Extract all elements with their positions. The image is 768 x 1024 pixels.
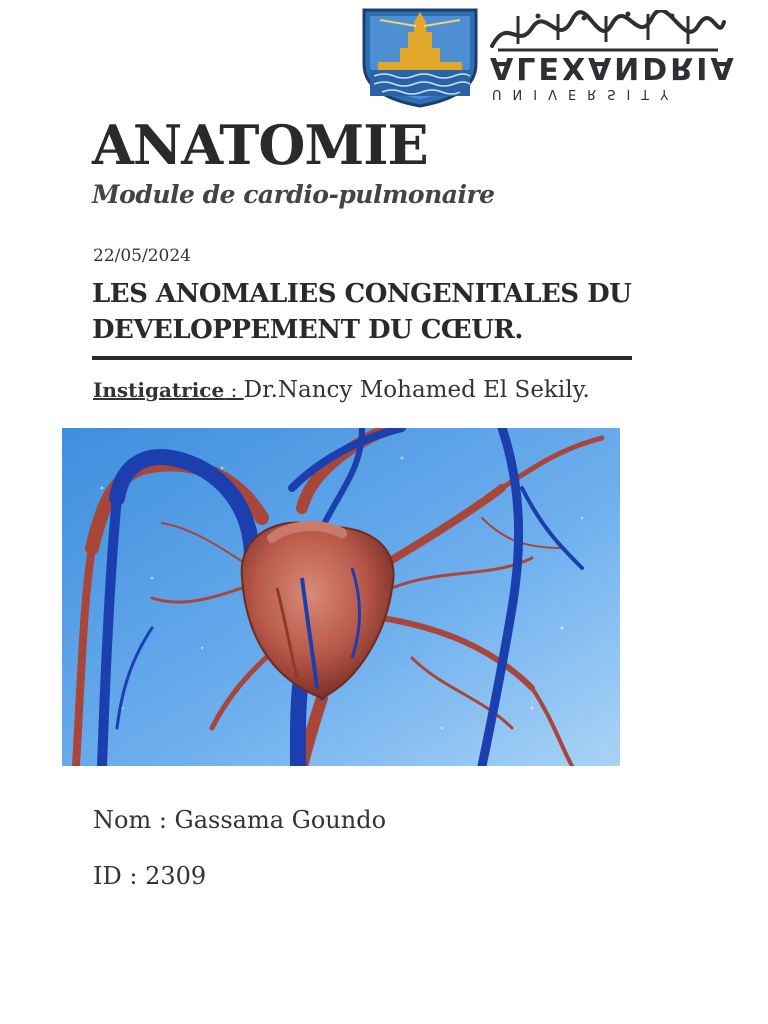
document-date: 22/05/2024 xyxy=(93,246,191,266)
heading-divider xyxy=(92,356,632,360)
document-heading: LES ANOMALIES CONGENITALES DU DEVELOPPEMENT DU CŒUR. xyxy=(92,279,632,345)
lighthouse-shield-icon xyxy=(360,6,480,108)
page-title: ANATOMIE xyxy=(92,113,428,177)
university-name: ALEXANDRIA xyxy=(490,50,737,85)
instigatrice-name: Dr.Nancy Mohamed El Sekily. xyxy=(243,377,590,403)
student-name: Nom : Gassama Goundo xyxy=(93,806,387,834)
instigatrice-colon: : xyxy=(224,378,244,402)
heart-illustration xyxy=(62,428,620,766)
university-subtitle: UNIVERSITY xyxy=(492,86,680,101)
university-logo xyxy=(360,6,737,108)
instigatrice-label: Instigatrice xyxy=(93,378,225,402)
page-subtitle: Module de cardio-pulmonaire xyxy=(92,180,495,209)
instigatrice-line xyxy=(93,377,590,403)
student-id: ID : 2309 xyxy=(93,862,207,890)
